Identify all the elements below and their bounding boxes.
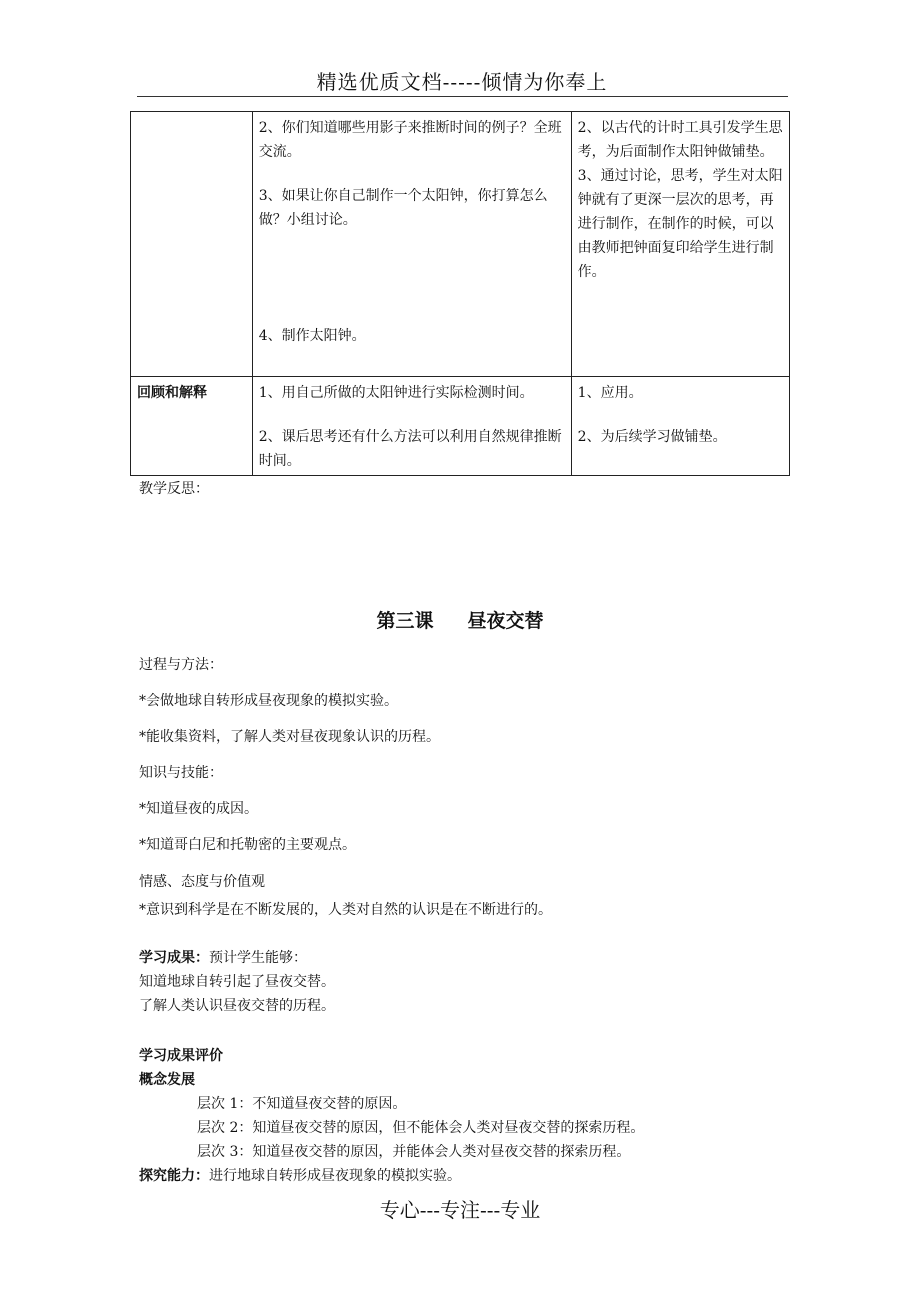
intent-item: 3、通过讨论，思考，学生对太阳钟就有了更深一层次的思考，再进行制作，在制作的时候，可以由教师把钟面复印给学生进行制作。 [577,168,783,280]
list-item: *能收集资料，了解人类对昼夜现象认识的历程。 [139,729,440,745]
teaching-reflection-label: 教学反思： [139,481,209,497]
intent-item: 2、为后续学习做铺垫。 [577,429,727,445]
section-heading: 过程与方法： [139,657,223,673]
outcomes-intro: 预计学生能够： [209,950,307,966]
list-item: 知道地球自转引起了昼夜交替。 [139,974,335,990]
page-footer: 专心---专注---专业 [379,1198,541,1222]
table-row [131,112,790,377]
section-heading: 概念发展 [139,1072,195,1088]
inquiry-label: 探究能力： [139,1168,209,1184]
section-heading: 知识与技能： [139,765,223,781]
outcomes-label: 学习成果： [139,950,209,966]
lesson-number: 第三课 [376,610,434,632]
list-item: *会做地球自转形成昼夜现象的模拟实验。 [139,693,398,709]
list-item: 了解人类认识昼夜交替的历程。 [139,998,335,1014]
lesson-plan-table [130,111,790,476]
activity-item: 3、如果让你自己制作一个太阳钟，你打算怎么做？小组讨论。 [258,188,548,228]
list-item: 层次 2：知道昼夜交替的原因，但不能体会人类对昼夜交替的探索历程。 [197,1120,645,1136]
inquiry-ability [139,1165,461,1185]
list-item: 层次 3：知道昼夜交替的原因，并能体会人类对昼夜交替的探索历程。 [197,1144,631,1160]
learning-outcomes [139,947,307,967]
header-divider [137,96,788,97]
list-item: *意识到科学是在不断发展的，人类对自然的认识是在不断进行的。 [139,902,552,918]
list-item: 层次 1：不知道昼夜交替的原因。 [197,1096,407,1112]
activity-item: 2、课后思考还有什么方法可以利用自然规律推断时间。 [258,429,562,469]
table-cell-intent [571,112,789,377]
section-heading: 情感、态度与价值观 [139,874,265,890]
list-item: *知道哥白尼和托勒密的主要观点。 [139,837,356,853]
section-heading: 学习成果评价 [139,1048,223,1064]
lesson-title [130,606,790,633]
intent-item: 2、以古代的计时工具引发学生思考，为后面制作太阳钟做铺垫。 [577,120,783,160]
table-cell-intent [571,377,789,476]
lesson-name: 昼夜交替 [467,610,544,632]
activity-item: 2、你们知道哪些用影子来推断时间的例子？全班交流。 [258,120,562,160]
table-cell-activities [252,112,571,377]
table-row [131,377,790,476]
list-item: *知道昼夜的成因。 [139,801,258,817]
table-cell-stage: 回顾和解释 [131,377,253,476]
table-cell-stage [131,112,253,377]
activity-item: 4、制作太阳钟。 [258,328,366,344]
activity-item: 1、用自己所做的太阳钟进行实际检测时间。 [258,385,534,401]
intent-item: 1、应用。 [577,385,643,401]
page-header: 精选优质文档-----倾情为你奉上 [316,70,608,94]
table-cell-activities [252,377,571,476]
inquiry-text: 进行地球自转形成昼夜现象的模拟实验。 [209,1168,461,1184]
